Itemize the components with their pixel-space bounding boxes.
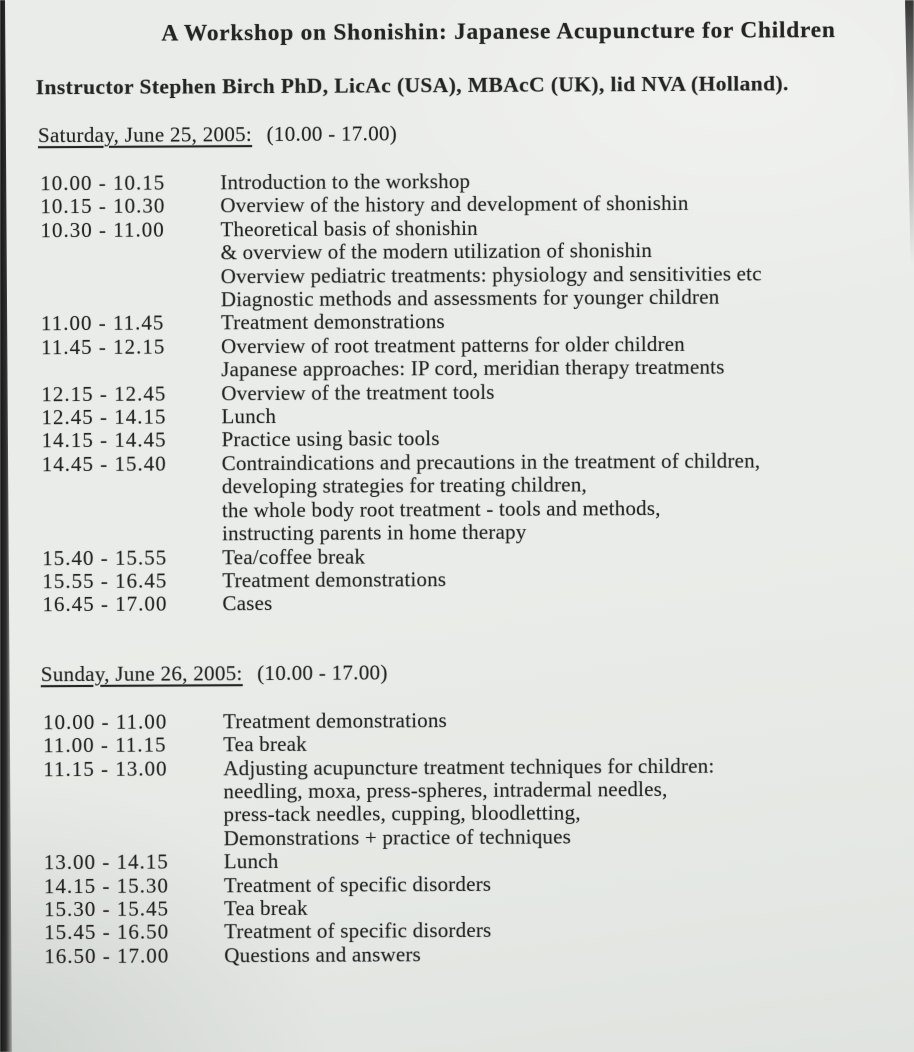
day-heading	[38, 118, 914, 149]
description-line: Treatment of specific disorders	[223, 871, 492, 897]
time-slot: 13.00 - 14.15	[43, 849, 169, 875]
session-description	[222, 589, 914, 616]
description-line: Overview of root treatment patterns for older children	[221, 331, 686, 359]
session-description	[221, 331, 914, 381]
day-hours: (10.00 - 17.00)	[257, 660, 388, 685]
session-description	[222, 449, 914, 546]
day-date: Saturday, June 25, 2005:	[37, 122, 253, 148]
description-line: Lunch	[221, 404, 277, 429]
description-line: Treatment demonstrations	[222, 707, 448, 733]
description-line: press-tack needles, cupping, bloodletting,	[223, 800, 581, 827]
description-line: Treatment demonstrations	[222, 566, 447, 593]
time-slot: 11.00 - 11.15	[43, 732, 167, 758]
description-line: Introduction to the workshop	[220, 168, 471, 195]
description-line: Overview of the history and development of shonishin	[220, 191, 689, 218]
schedule-row	[4, 940, 914, 968]
description-line: the whole body root treatment - tools and methods,	[221, 495, 661, 522]
description-line: Theoretical basis of shonishin	[220, 215, 478, 242]
schedule-row	[1, 331, 914, 383]
time-slot: 14.15 - 15.30	[43, 873, 169, 898]
time-slot: 14.15 - 14.45	[41, 428, 167, 453]
description-line: needling, moxa, press-spheres, intradermal needles,	[223, 776, 668, 804]
time-slot: 12.15 - 12.45	[41, 381, 167, 406]
description-line: Overview pediatric treatments: physiology and sensitivities etc	[220, 261, 762, 288]
time-slot: 14.45 - 15.40	[41, 451, 167, 477]
time-slot: 12.45 - 14.15	[41, 404, 167, 430]
document-title: A Workshop on Shonishin: Japanese Acupuncture for Children	[161, 17, 836, 47]
description-line: Tea/coffee break	[222, 544, 366, 569]
description-line: developing strategies for treating children,	[221, 472, 587, 499]
description-line: Treatment of specific disorders	[224, 918, 492, 944]
description-line: Overview of the treatment tools	[221, 379, 495, 405]
description-line: Cases	[222, 591, 273, 616]
schedule-row	[2, 589, 914, 617]
time-slot: 10.00 - 11.00	[42, 709, 168, 734]
instructor-line: Instructor Stephen Birch PhD, LicAc (USA), MBAcC (UK), lid NVA (Holland).	[35, 71, 789, 100]
day-hours: (10.00 - 17.00)	[266, 121, 398, 147]
time-slot: 15.45 - 16.50	[44, 919, 170, 945]
session-description	[223, 753, 914, 850]
schedule-row	[2, 449, 914, 547]
description-line: & overview of the modern utilization of shonishin	[220, 238, 653, 265]
time-slot: 10.30 - 11.00	[40, 217, 165, 243]
time-slot: 11.00 - 11.45	[40, 310, 165, 336]
description-line: Practice using basic tools	[221, 426, 440, 452]
time-slot: 16.45 - 17.00	[42, 591, 168, 617]
description-line: Lunch	[223, 849, 279, 874]
schedule-days	[0, 118, 914, 969]
schedule-row	[3, 753, 914, 851]
description-line: Diagnostic methods and assessments for younger children	[220, 284, 720, 312]
description-line: Tea break	[223, 731, 307, 757]
description-line: Questions and answers	[224, 942, 422, 968]
description-line: Tea break	[223, 895, 308, 921]
time-slot: 15.40 - 15.55	[42, 545, 168, 570]
day-section	[3, 656, 914, 968]
time-slot: 15.30 - 15.45	[43, 896, 170, 922]
time-slot: 16.50 - 17.00	[44, 943, 170, 968]
time-slot: 11.45 - 12.15	[41, 334, 166, 360]
day-section	[0, 118, 914, 617]
time-slot: 11.15 - 13.00	[43, 756, 168, 781]
description-line: Japanese approaches: IP cord, meridian therapy treatments	[221, 354, 725, 382]
schedule-row	[0, 214, 914, 312]
day-heading	[41, 656, 914, 687]
session-description	[220, 214, 914, 311]
description-line: Demonstrations + practice of techniques	[223, 824, 572, 851]
day-schedule-rows	[3, 706, 914, 968]
day-date: Sunday, June 26, 2005:	[40, 660, 243, 686]
session-description	[224, 940, 914, 967]
time-slot: 15.55 - 16.45	[42, 568, 168, 594]
description-line: Adjusting acupuncture treatment techniques for children:	[223, 753, 715, 780]
day-schedule-rows	[0, 168, 914, 617]
time-slot: 10.15 - 10.30	[40, 193, 166, 219]
time-slot: 10.00 - 10.15	[40, 170, 166, 196]
description-line: instructing parents in home therapy	[221, 519, 527, 546]
description-line: Treatment demonstrations	[220, 309, 445, 335]
description-line: Contraindications and precautions in the treatment of children,	[221, 448, 761, 476]
